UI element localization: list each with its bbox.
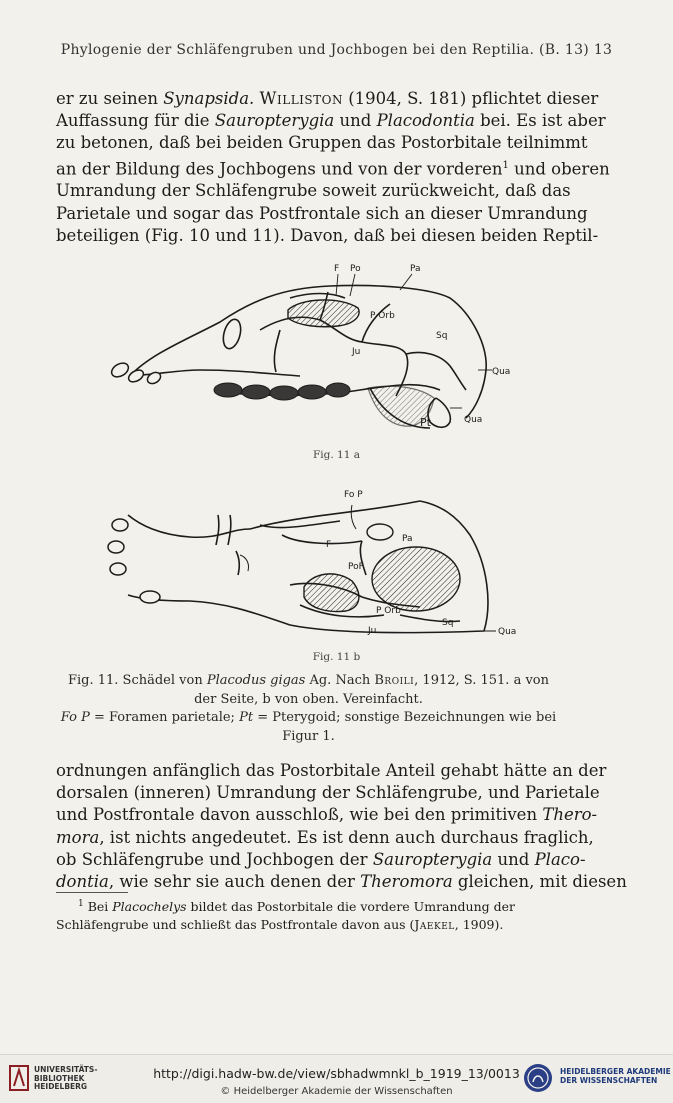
running-header <box>0 42 673 58</box>
text-line: ordnungen anfänglich das Postorbitale Anteil gehabt hätte an der <box>56 761 607 780</box>
caption-line: Fig. 11. Schädel von Placodus gigas Ag. Nach Broili, 1912, S. 151. a von <box>67 673 549 688</box>
label-Qua: Qua <box>498 627 517 637</box>
text-line: zu betonen, daß bei beiden Gruppen das Postorbitale teilnimmt <box>56 133 588 153</box>
university-library-name: UNIVERSITÄTS- BIBLIOTHEK HEIDELBERG <box>34 1065 98 1091</box>
text-line: und Postfrontale davon ausschloß, wie bei den primitiven Thero- <box>56 805 598 825</box>
copyright-notice: © Heidelberger Akademie der Wissenschaften <box>220 1086 453 1097</box>
header-page-number: 13 <box>593 42 613 58</box>
footnote-rule <box>56 892 128 893</box>
label-Fo-P: Fo P <box>344 490 363 500</box>
label-Pt: Pt <box>420 416 431 429</box>
text-line: Umrandung der Schläfengrube soweit zurückweicht, daß das <box>56 181 571 201</box>
text-line: dorsalen (inneren) Umrandung der Schläfengrube, und Parietale <box>56 783 600 803</box>
text-line: Parietale und sogar das Postfrontale sich an dieser Umrandung <box>56 203 588 223</box>
label-F: F <box>334 264 340 274</box>
figure-caption <box>56 672 561 746</box>
header-section: (B. 13) <box>539 42 590 58</box>
body-paragraph-2 <box>56 760 627 893</box>
label-P-Orb: P Orb <box>376 606 401 616</box>
label-P-Orb: P Orb <box>370 311 395 321</box>
body-paragraph-1 <box>56 88 610 247</box>
label-Qua-2: Qua <box>464 415 483 425</box>
label-Qua-1: Qua <box>492 367 511 377</box>
text-line: dontia, wie sehr sie auch denen der Theromora gleichen, mit diesen <box>56 872 627 892</box>
text-line: an der Bildung des Jochbogens und von der vorderen$^1$ und oberen <box>56 159 610 179</box>
footnote-line: Schläfengrube und schließt das Postfrontale davon aus (Jaekel, 1909). <box>56 916 504 932</box>
label-Ju: Ju <box>352 347 361 357</box>
permalink-url[interactable]: http://digi.hadw-bw.de/view/sbhadwmnkl_b_1919_13/0013 <box>153 1066 520 1081</box>
header-title: Phylogenie der Schläfengruben und Jochbogen bei den Reptilia. <box>60 42 535 58</box>
footnote <box>56 896 561 933</box>
label-Ju: Ju <box>368 626 377 636</box>
label-Po: Po <box>350 264 361 274</box>
caption-line: der Seite, b von oben. Vereinfacht. <box>194 691 423 707</box>
academy-seal-icon <box>522 1062 554 1094</box>
label-Pa: Pa <box>402 534 413 544</box>
label-PoF: PoF <box>348 562 364 572</box>
label-Sq: Sq <box>436 331 448 341</box>
label-Pa: Pa <box>410 264 421 274</box>
figure-11a-caption: Fig. 11 a <box>313 449 360 461</box>
text-line: er zu seinen Synapsida. Williston (1904, S. 181) pflichtet dieser <box>56 89 599 108</box>
text-line: beteiligen (Fig. 10 und 11). Davon, daß bei diesen beiden Reptil- <box>56 225 599 245</box>
figure-11b-skull-dorsal <box>100 485 530 645</box>
label-Sq: Sq <box>442 618 454 628</box>
label-F: F <box>326 540 332 550</box>
figure-11b-caption: Fig. 11 b <box>312 651 361 663</box>
figure-11a-skull-lateral <box>100 258 520 438</box>
footnote-line: $^1$ Bei Placochelys bildet das Postorbitale die vordere Umrandung der <box>78 899 515 915</box>
caption-line: Figur 1. <box>282 728 335 744</box>
text-line: mora, ist nichts angedeutet. Es ist denn auch durchaus fraglich, <box>56 827 594 847</box>
text-line: ob Schläfengrube und Jochbogen der Sauropterygia und Placo- <box>56 849 586 869</box>
academy-name: HEIDELBERGER AKADEMIE DER WISSENSCHAFTEN <box>560 1067 671 1085</box>
text-line: Auffassung für die Sauropterygia und Placodontia bei. Es ist aber <box>56 111 606 131</box>
caption-line: Fo P = Foramen parietale; Pt = Pterygoid; sonstige Bezeichnungen wie bei <box>60 710 557 725</box>
